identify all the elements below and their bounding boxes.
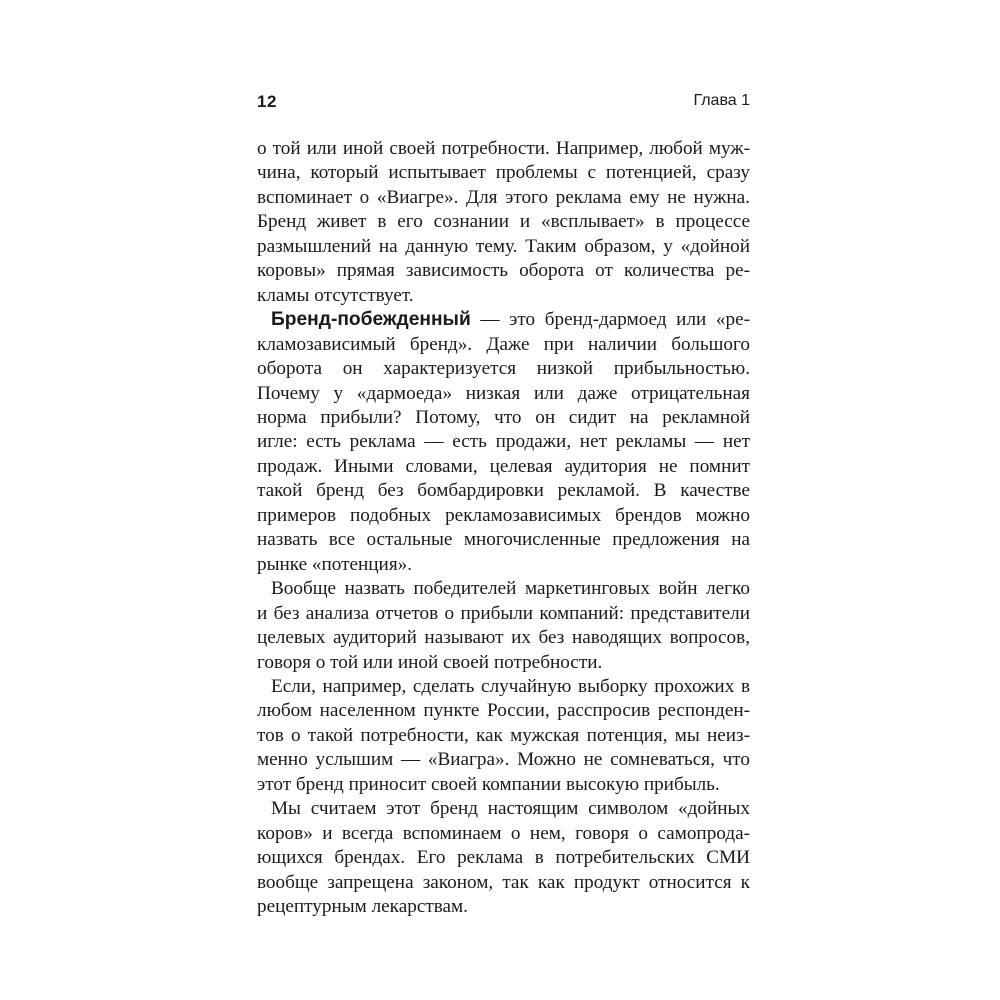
text-line: продаж. Иными словами, целевая аудитория не помнит [257,455,750,477]
text-line: Вообще назвать победителей маркетинговых войн легко [271,578,750,600]
paragraph-2 [257,308,750,577]
text-line: назвать все остальные многочисленные предложения на [257,529,750,551]
text-line: чина, который испытывает проблемы с потенцией, сразу [257,162,750,184]
text-line: этот бренд приносит своей компании высокую прибыль. [257,773,720,795]
text-line: вообще запрещена законом, так как продукт относится к [257,871,750,893]
defined-term: Бренд-побежденный [271,309,471,331]
text-line: рецептурным лекарствам. [257,896,468,918]
text-line: менно услышим — «Виагра». Можно не сомневаться, что [257,749,750,771]
text-line: целевых аудиторий называют их без наводящих вопросов, [257,627,750,649]
text-line: игле: есть реклама — есть продажи, нет рекламы — нет [257,431,750,453]
text-line: коровы» прямая зависимость оборота от количества ре- [257,260,750,282]
text-line: Если, например, сделать случайную выборку прохожих в [271,675,750,697]
running-head [257,92,750,116]
text-line: норма прибыли? Потому, что он сидит на рекламной [257,406,750,428]
text-line: Бренд живет в его сознании и «всплывает» в процессе [257,211,750,233]
body-text [257,137,750,920]
page-number: 12 [257,92,277,111]
text-line: рынке «потенция». [257,553,413,575]
text-line: Мы считаем этот бренд настоящим символом «дойных [271,798,750,820]
text-line: о той или иной своей потребности. Например, любой муж- [257,138,750,159]
paragraph-5 [257,797,750,919]
text-line [257,308,750,332]
text-line: коров» и всегда вспоминаем о нем, говоря о самопрода- [257,822,750,844]
text-line: кламозависимый бренд». Даже при наличии большого [257,333,750,355]
chapter-label: Глава 1 [693,92,750,109]
text-line: такой бренд без бомбардировки рекламой. В качестве [257,480,750,502]
paragraph-4 [257,675,750,797]
text-line: тов о такой потребности, как мужская потенция, мы неиз- [257,724,750,746]
text-line: примеров подобных рекламозависимых брендов можно [257,504,750,526]
text-line: говоря о той или иной своей потребности. [257,651,603,673]
text-run: — это бренд-дармоед или «ре- [470,309,750,331]
text-line: размышлений на данную тему. Таким образом, у «дойной [257,235,750,257]
text-line: ющихся брендах. Его реклама в потребительских СМИ [257,847,750,869]
text-line: оборота он характеризуется низкой прибыльностью. [257,358,750,380]
paragraph-3 [257,577,750,675]
text-line: Почему у «дармоеда» низкая или даже отрицательная [257,382,750,404]
text-line: кламы отсутствует. [257,284,414,306]
paragraph-1 [257,137,750,308]
text-line: вспоминает о «Виагре». Для этого реклама ему не нужна. [257,186,750,208]
text-line: и без анализа отчетов о прибыли компаний: представители [257,602,750,624]
text-line: любом населенном пункте России, расспросив респонден- [257,700,750,722]
